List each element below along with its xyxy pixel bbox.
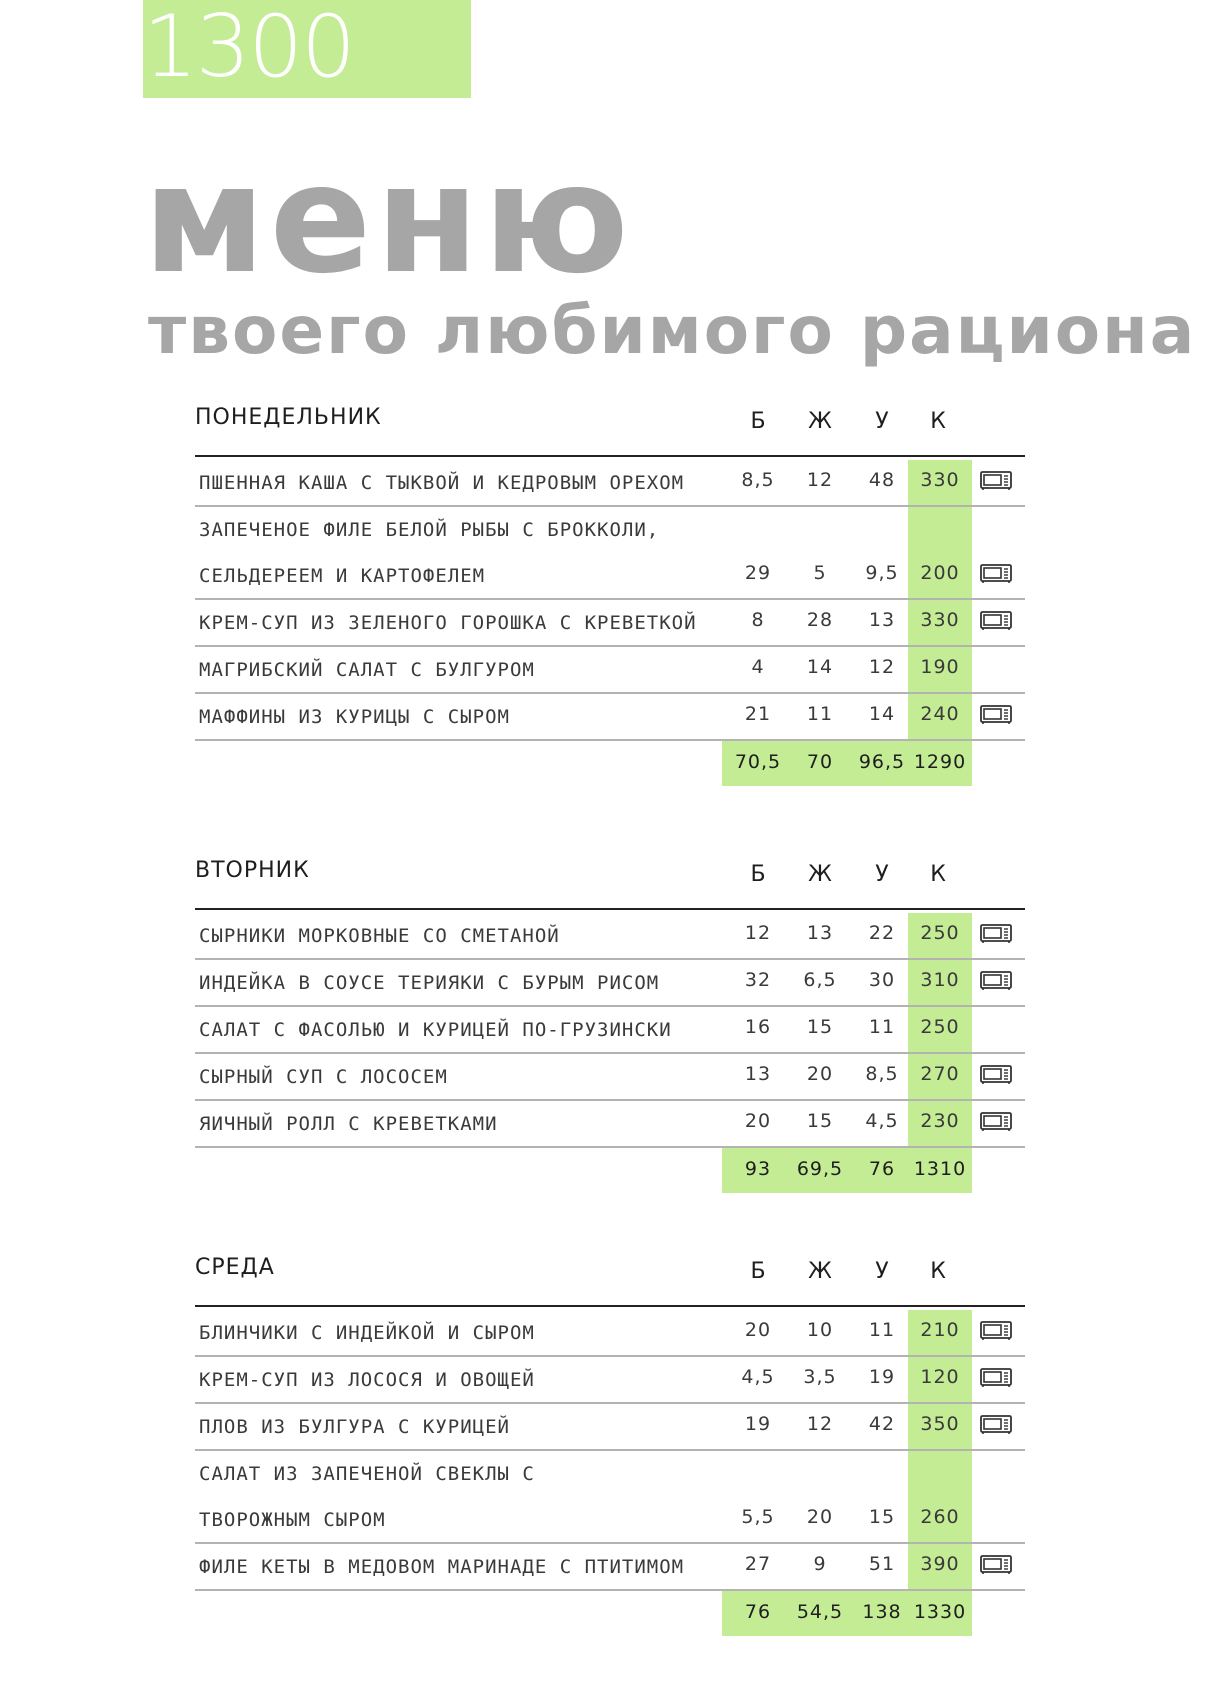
menu-row xyxy=(195,1054,1025,1101)
dish-name: ЗАПЕЧЕНОЕ ФИЛЕ БЕЛОЙ РЫБЫ С БРОККОЛИ, xyxy=(199,519,660,541)
total-k: 1310 xyxy=(913,1158,967,1180)
total-k: 1330 xyxy=(913,1601,967,1623)
header-divider xyxy=(195,1305,1025,1307)
value-k: 250 xyxy=(920,922,960,944)
value-u: 48 xyxy=(868,469,896,491)
value-u: 4,5 xyxy=(865,1110,899,1132)
value-b: 20 xyxy=(744,1110,772,1132)
value-k: 260 xyxy=(920,1506,960,1528)
day-section xyxy=(0,858,1210,1278)
value-u: 12 xyxy=(868,656,896,678)
value-zh: 11 xyxy=(806,703,834,725)
dish-name: ФИЛЕ КЕТЫ В МЕДОВОМ МАРИНАДЕ С ПТИТИМОМ xyxy=(199,1556,685,1578)
microwave-icon xyxy=(980,1555,1012,1575)
value-b: 16 xyxy=(744,1016,772,1038)
value-b: 27 xyxy=(744,1553,772,1575)
value-k: 270 xyxy=(920,1063,960,1085)
value-k: 350 xyxy=(920,1413,960,1435)
dish-name: МАГРИБСКИЙ САЛАТ С БУЛГУРОМ xyxy=(199,659,535,681)
value-b: 8 xyxy=(751,609,765,631)
total-k: 1290 xyxy=(913,751,967,773)
value-b: 32 xyxy=(744,969,772,991)
total-u: 96,5 xyxy=(858,751,906,773)
microwave-icon xyxy=(980,924,1012,944)
dish-name: КРЕМ-СУП ИЗ ЛОСОСЯ И ОВОЩЕЙ xyxy=(199,1369,535,1391)
value-u: 15 xyxy=(868,1506,896,1528)
day-totals xyxy=(195,1148,1025,1193)
value-k: 330 xyxy=(920,609,960,631)
value-k: 390 xyxy=(920,1553,960,1575)
total-u: 76 xyxy=(868,1158,896,1180)
dish-name: ЯИЧНЫЙ РОЛЛ С КРЕВЕТКАМИ xyxy=(199,1113,498,1135)
value-b: 5,5 xyxy=(741,1506,775,1528)
value-k: 230 xyxy=(920,1110,960,1132)
value-zh: 28 xyxy=(806,609,834,631)
page-subtitle: твоего любимого рациона xyxy=(148,292,1197,369)
value-u: 14 xyxy=(868,703,896,725)
menu-row xyxy=(195,694,1025,741)
value-u: 11 xyxy=(868,1319,896,1341)
microwave-icon xyxy=(980,1321,1012,1341)
menu-row xyxy=(195,1101,1025,1148)
column-header: Ж xyxy=(808,1259,832,1284)
value-k: 310 xyxy=(920,969,960,991)
dish-name: СЕЛЬДЕРЕЕМ И КАРТОФЕЛЕМ xyxy=(199,565,486,587)
day-header xyxy=(195,1255,1025,1295)
value-u: 19 xyxy=(868,1366,896,1388)
value-zh: 5 xyxy=(813,562,827,584)
value-zh: 14 xyxy=(806,656,834,678)
value-zh: 20 xyxy=(806,1506,834,1528)
value-u: 51 xyxy=(868,1553,896,1575)
dish-name: САЛАТ С ФАСОЛЬЮ И КУРИЦЕЙ ПО-ГРУЗИНСКИ xyxy=(199,1019,672,1041)
value-k: 330 xyxy=(920,469,960,491)
total-b: 70,5 xyxy=(734,751,782,773)
column-header: У xyxy=(875,1259,889,1284)
dish-name: ПЛОВ ИЗ БУЛГУРА С КУРИЦЕЙ xyxy=(199,1416,510,1438)
value-u: 42 xyxy=(868,1413,896,1435)
value-u: 11 xyxy=(868,1016,896,1038)
value-zh: 15 xyxy=(806,1016,834,1038)
dish-name: САЛАТ ИЗ ЗАПЕЧЕНОЙ СВЕКЛЫ С xyxy=(199,1463,535,1485)
menu-row xyxy=(195,507,1025,600)
value-zh: 13 xyxy=(806,922,834,944)
menu-row xyxy=(195,600,1025,647)
value-u: 30 xyxy=(868,969,896,991)
value-b: 4 xyxy=(751,656,765,678)
microwave-icon xyxy=(980,1065,1012,1085)
value-b: 21 xyxy=(744,703,772,725)
microwave-icon xyxy=(980,705,1012,725)
day-section xyxy=(0,1255,1210,1675)
microwave-icon xyxy=(980,1368,1012,1388)
value-b: 19 xyxy=(744,1413,772,1435)
calorie-badge-value: 1300 xyxy=(143,0,354,97)
menu-row xyxy=(195,1357,1025,1404)
column-header: Б xyxy=(750,409,766,434)
value-zh: 10 xyxy=(806,1319,834,1341)
dish-name: КРЕМ-СУП ИЗ ЗЕЛЕНОГО ГОРОШКА С КРЕВЕТКОЙ xyxy=(199,612,697,634)
microwave-icon xyxy=(980,971,1012,991)
day-header xyxy=(195,405,1025,445)
menu-row xyxy=(195,647,1025,694)
calorie-badge xyxy=(143,0,471,98)
column-header: У xyxy=(875,409,889,434)
value-zh: 20 xyxy=(806,1063,834,1085)
day-totals xyxy=(195,1591,1025,1636)
page-title: меню xyxy=(143,133,633,307)
column-header: К xyxy=(930,862,946,887)
column-header: Ж xyxy=(808,862,832,887)
value-u: 9,5 xyxy=(865,562,899,584)
value-u: 13 xyxy=(868,609,896,631)
value-k: 250 xyxy=(920,1016,960,1038)
column-header: Б xyxy=(750,1259,766,1284)
column-header: К xyxy=(930,409,946,434)
value-zh: 15 xyxy=(806,1110,834,1132)
menu-row xyxy=(195,1451,1025,1544)
menu-row xyxy=(195,1310,1025,1357)
value-zh: 12 xyxy=(806,1413,834,1435)
value-k: 210 xyxy=(920,1319,960,1341)
value-k: 240 xyxy=(920,703,960,725)
menu-row xyxy=(195,460,1025,507)
day-title: ПОНЕДЕЛЬНИК xyxy=(195,405,382,430)
value-b: 8,5 xyxy=(741,469,775,491)
dish-name: БЛИНЧИКИ С ИНДЕЙКОЙ И СЫРОМ xyxy=(199,1322,535,1344)
dish-name: СЫРНИКИ МОРКОВНЫЕ СО СМЕТАНОЙ xyxy=(199,925,560,947)
column-header: Ж xyxy=(808,409,832,434)
menu-row xyxy=(195,1544,1025,1591)
column-header: У xyxy=(875,862,889,887)
value-k: 120 xyxy=(920,1366,960,1388)
value-k: 190 xyxy=(920,656,960,678)
header-divider xyxy=(195,455,1025,457)
total-zh: 70 xyxy=(806,751,834,773)
microwave-icon xyxy=(980,564,1012,584)
value-zh: 12 xyxy=(806,469,834,491)
dish-name: МАФФИНЫ ИЗ КУРИЦЫ С СЫРОМ xyxy=(199,706,510,728)
microwave-icon xyxy=(980,1415,1012,1435)
microwave-icon xyxy=(980,611,1012,631)
microwave-icon xyxy=(980,1112,1012,1132)
total-zh: 54,5 xyxy=(796,1601,844,1623)
value-zh: 6,5 xyxy=(803,969,837,991)
value-b: 4,5 xyxy=(741,1366,775,1388)
menu-row xyxy=(195,1007,1025,1054)
dish-name: ТВОРОЖНЫМ СЫРОМ xyxy=(199,1509,386,1531)
microwave-icon xyxy=(980,471,1012,491)
day-title: ВТОРНИК xyxy=(195,858,310,883)
value-b: 20 xyxy=(744,1319,772,1341)
total-u: 138 xyxy=(862,1601,902,1623)
column-header: К xyxy=(930,1259,946,1284)
day-section xyxy=(0,405,1210,825)
value-k: 200 xyxy=(920,562,960,584)
value-b: 12 xyxy=(744,922,772,944)
header-divider xyxy=(195,908,1025,910)
dish-name: ПШЕННАЯ КАША С ТЫКВОЙ И КЕДРОВЫМ ОРЕХОМ xyxy=(199,472,685,494)
value-zh: 9 xyxy=(813,1553,827,1575)
menu-row xyxy=(195,960,1025,1007)
dish-name: ИНДЕЙКА В СОУСЕ ТЕРИЯКИ С БУРЫМ РИСОМ xyxy=(199,972,660,994)
menu-row xyxy=(195,1404,1025,1451)
value-u: 8,5 xyxy=(865,1063,899,1085)
column-header: Б xyxy=(750,862,766,887)
day-totals xyxy=(195,741,1025,786)
value-u: 22 xyxy=(868,922,896,944)
total-b: 76 xyxy=(744,1601,772,1623)
menu-row xyxy=(195,913,1025,960)
day-title: СРЕДА xyxy=(195,1255,275,1280)
value-zh: 3,5 xyxy=(803,1366,837,1388)
value-b: 29 xyxy=(744,562,772,584)
value-b: 13 xyxy=(744,1063,772,1085)
dish-name: СЫРНЫЙ СУП С ЛОСОСЕМ xyxy=(199,1066,448,1088)
total-zh: 69,5 xyxy=(796,1158,844,1180)
total-b: 93 xyxy=(744,1158,772,1180)
day-header xyxy=(195,858,1025,898)
